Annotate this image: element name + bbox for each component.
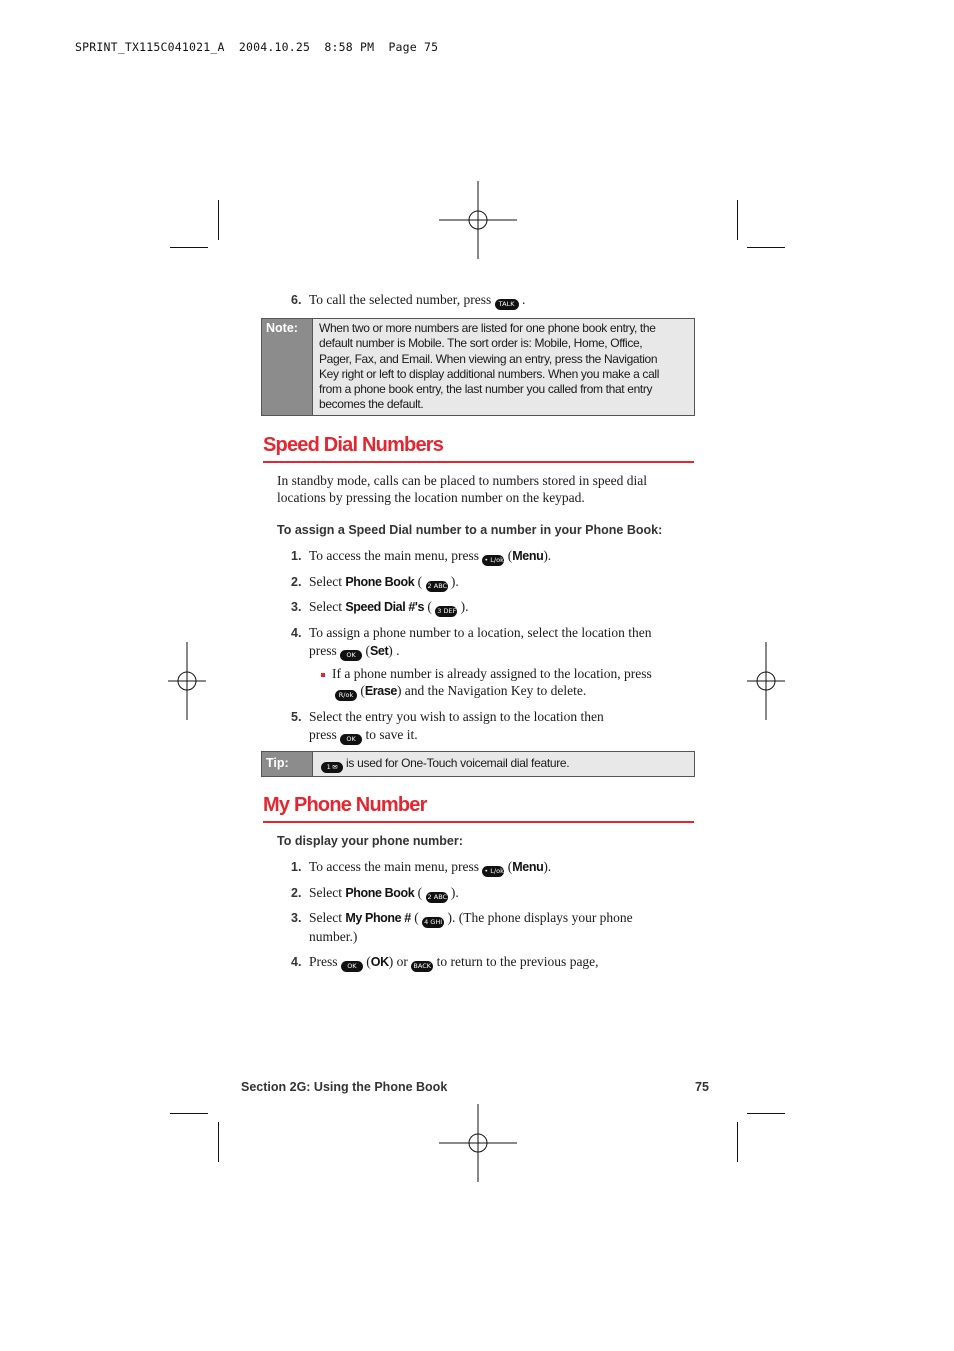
sd-step-1: To access the main menu, press • L/ok (Menu). [309,548,552,564]
menu-key-icon: • L/ok [484,867,504,875]
back-key-icon: BACK [411,961,433,972]
crop-mark [170,247,208,248]
note-line: becomes the default. [319,397,424,412]
note-line: Key right or left to display additional numbers. When you make a call [319,366,660,381]
menu-key-icon: • L/ok [484,556,504,564]
key-4-icon: 4 GHI [424,918,443,926]
step-text: ) . [388,643,400,658]
step-number: 4. [291,955,302,969]
step-text: To access the main menu, press [309,548,480,563]
tip-text [312,752,694,776]
intro-line: locations by pressing the location number on the keypad. [277,490,585,505]
step-number: 6. [291,293,302,307]
mp-step-2: Select Phone Book ( 2 ABC ). [309,885,459,901]
mp-step-3: Select My Phone # ( 4 GHI ). (The phone displays your phone [309,910,633,926]
display-subhead: To display your phone number: [277,834,463,848]
note-label: Note: [262,319,312,415]
mp-step-1: To access the main menu, press • L/ok (Menu). [309,859,552,875]
crop-mark [170,1113,208,1114]
crop-mark [737,200,738,240]
step-end: . [521,292,526,307]
note-line: Pager, Fax, and Email. When viewing an entry, press the Navigation [319,351,658,366]
speed-dial-label: Speed Dial #'s [345,600,425,614]
step-text: To access the main menu, press [309,859,480,874]
tip-label: Tip: [262,752,312,776]
intro-line: In standby mode, calls can be placed to numbers stored in speed dial [277,473,648,488]
mp-step-4: Press OK (OK) or BACK to return to the previous page, [309,954,599,970]
sd-step-3: Select Speed Dial #'s ( 3 DEF ). [309,599,469,615]
sd-bullet-line1: If a phone number is already assigned to the location, press [332,666,652,681]
step-text: Select [309,574,342,589]
set-label: Set [370,644,389,658]
crop-mark [747,247,785,248]
crop-mark [218,1122,219,1162]
erase-key-icon: R/ok [335,690,357,701]
assign-subhead: To assign a Speed Dial number to a number in your Phone Book: [277,523,663,537]
crop-mark [737,1122,738,1162]
bullet-icon [321,673,325,677]
menu-label: Menu [512,549,544,563]
step-text: to save it. [365,727,418,742]
print-slug: SPRINT_TX115C041021_A 2004.10.25 8:58 PM Page 75 [75,40,439,54]
note-line: from a phone book entry, the last number you called from that entry [319,382,653,397]
step-text: ) or [388,954,408,969]
page-number: 75 [695,1080,709,1094]
key-1-voicemail-icon: 1 ✉ [321,762,343,773]
registration-mark-icon [727,642,805,720]
crop-mark [747,1113,785,1114]
heading-rule [263,461,694,463]
step-number: 3. [291,911,302,925]
step-text: Select [309,885,342,900]
step-number: 4. [291,626,302,640]
step-text: press [309,643,337,658]
step-number: 1. [291,860,302,874]
step-text: To call the selected number, press [309,292,492,307]
step-text: Select [309,910,342,925]
step-text: ). [460,599,469,614]
menu-label: Menu [512,860,544,874]
my-phone-label: My Phone # [345,911,411,925]
ok-key-icon: OK [340,650,362,661]
step-number: 2. [291,575,302,589]
my-phone-heading: My Phone Number [263,794,427,816]
step-text: ). (The phone displays your phone [447,910,633,925]
step-text: ). [543,859,552,874]
note-box [261,318,695,416]
heading-rule [263,821,694,823]
key-2-icon: 2 ABC [427,582,448,590]
step-text: Press [309,954,338,969]
note-line: When two or more numbers are listed for one phone book entry, the [319,321,656,335]
step-6-text [309,292,525,310]
registration-mark-icon [148,642,226,720]
step-text: ). [450,885,459,900]
footer-section: Section 2G: Using the Phone Book [241,1080,448,1094]
ok-label: OK [370,955,389,969]
key-2-icon: 2 ABC [427,893,448,901]
sd-step-5-line1: Select the entry you wish to assign to the location then [309,709,604,724]
sd-step-2: Select Phone Book ( 2 ABC ). [309,574,459,590]
step-number: 5. [291,710,302,724]
mp-step-3-line2: number.) [309,929,358,944]
note-line: default number is Mobile. The sort order is: Mobile, Home, Office, [319,336,643,351]
ok-key-icon: OK [341,961,363,972]
talk-key-icon: TALK [495,299,519,310]
registration-mark-icon [439,181,517,259]
key-3-icon: 3 DEF [437,607,457,615]
tip-body: is used for One-Touch voicemail dial feature. [346,756,570,770]
erase-label: Erase [364,684,397,698]
registration-mark-icon [439,1104,517,1182]
speed-dial-heading: Speed Dial Numbers [263,434,444,456]
step-text: ) and the Navigation Key to delete. [396,683,587,698]
step-number: 1. [291,549,302,563]
step-number: 3. [291,600,302,614]
crop-mark [218,200,219,240]
sd-step-5-line2 [309,727,418,745]
step-text: Select [309,599,342,614]
phone-book-label: Phone Book [345,886,415,900]
tip-box [261,751,695,777]
sd-bullet-line2: R/ok (Erase) and the Navigation Key to delete. [335,683,586,701]
step-text: to return to the previous page, [436,954,599,969]
sd-step-4-line1: To assign a phone number to a location, select the location then [309,625,652,640]
step-text: ). [450,574,459,589]
ok-key-icon: OK [340,734,362,745]
step-text: press [309,727,337,742]
step-text: ). [543,548,552,563]
step-number: 2. [291,886,302,900]
note-text [312,319,694,415]
sd-step-4-line2: press OK (Set) . [309,643,400,659]
phone-book-label: Phone Book [345,575,415,589]
